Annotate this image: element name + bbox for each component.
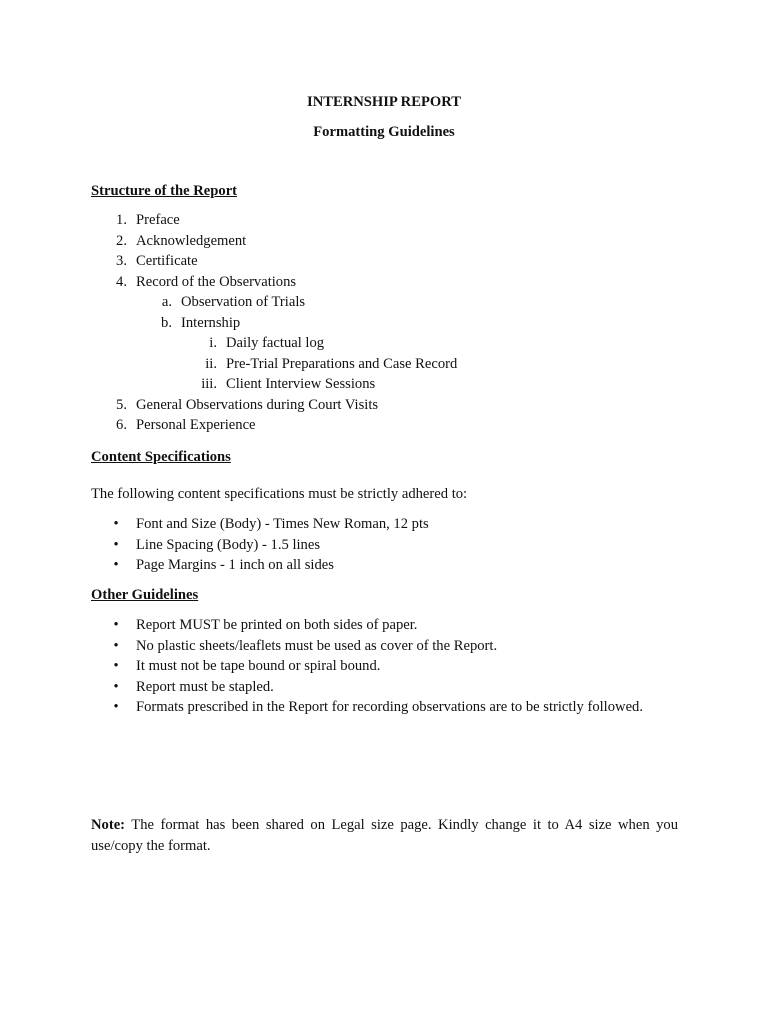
content-specifications-intro: The following content specifications must be strictly adhered to: — [91, 486, 468, 502]
document-subtitle: Formatting Guidelines — [313, 124, 455, 140]
list-marker: a. — [161, 294, 172, 310]
list-item-text: It must not be tape bound or spiral bound. — [136, 658, 381, 674]
list-item-text: Certificate — [136, 253, 198, 269]
list-item-text: Observation of Trials — [181, 294, 306, 310]
list-item-text: Daily factual log — [226, 335, 325, 351]
bullet-icon: • — [113, 536, 119, 553]
list-item-text: Page Margins - 1 inch on all sides — [136, 557, 334, 573]
bullet-icon: • — [113, 557, 119, 573]
list-item-text: Record of the Observations — [136, 273, 297, 290]
list-item-text: Acknowledgement — [136, 232, 247, 249]
list-marker: 5. — [116, 396, 127, 413]
bullet-icon: • — [113, 699, 119, 715]
list-marker: b. — [161, 314, 172, 331]
list-marker: 3. — [116, 253, 127, 269]
bullet-icon: • — [113, 658, 119, 674]
list-item-text: Font and Size (Body) - Times New Roman, 12 pts — [136, 516, 429, 532]
bullet-icon: • — [113, 637, 119, 654]
note-label: Note: — [91, 817, 126, 833]
list-item-text: Preface — [136, 212, 180, 228]
list-item-text: Pre-Trial Preparations and Case Record — [226, 355, 458, 372]
list-item-text: Report must be stapled. — [136, 678, 274, 695]
list-item-text: General Observations during Court Visits — [136, 396, 379, 413]
note-text: The format has been shared on Legal size page. Kindly change it to A4 size when you use/copy the format. — [91, 817, 679, 854]
list-item-text: Formats prescribed in the Report for recording observations are to be strictly followed. — [136, 699, 643, 715]
bullet-icon: • — [113, 678, 119, 695]
other-guidelines-heading: Other Guidelines — [91, 587, 199, 603]
document-title: INTERNSHIP REPORT — [307, 94, 461, 110]
bullet-icon: • — [113, 617, 119, 633]
structure-heading: Structure of the Report — [91, 183, 238, 199]
list-item-text: Personal Experience — [136, 417, 256, 433]
list-marker: 1. — [116, 212, 127, 228]
list-item-text: Report MUST be printed on both sides of paper. — [136, 617, 418, 633]
note-paragraph — [91, 815, 678, 856]
list-marker: 2. — [116, 232, 127, 249]
list-item-text: Line Spacing (Body) - 1.5 lines — [136, 536, 321, 553]
list-marker: i. — [209, 335, 217, 351]
list-item-text: Internship — [181, 314, 241, 331]
list-item-text: No plastic sheets/leaflets must be used as cover of the Report. — [136, 637, 498, 654]
list-marker: 6. — [116, 417, 127, 433]
content-specifications-heading: Content Specifications — [91, 449, 231, 465]
bullet-icon: • — [113, 516, 119, 532]
list-item-text: Client Interview Sessions — [226, 376, 376, 392]
list-marker: iii. — [201, 376, 217, 392]
list-marker: 4. — [116, 273, 127, 290]
list-marker: ii. — [205, 355, 217, 372]
